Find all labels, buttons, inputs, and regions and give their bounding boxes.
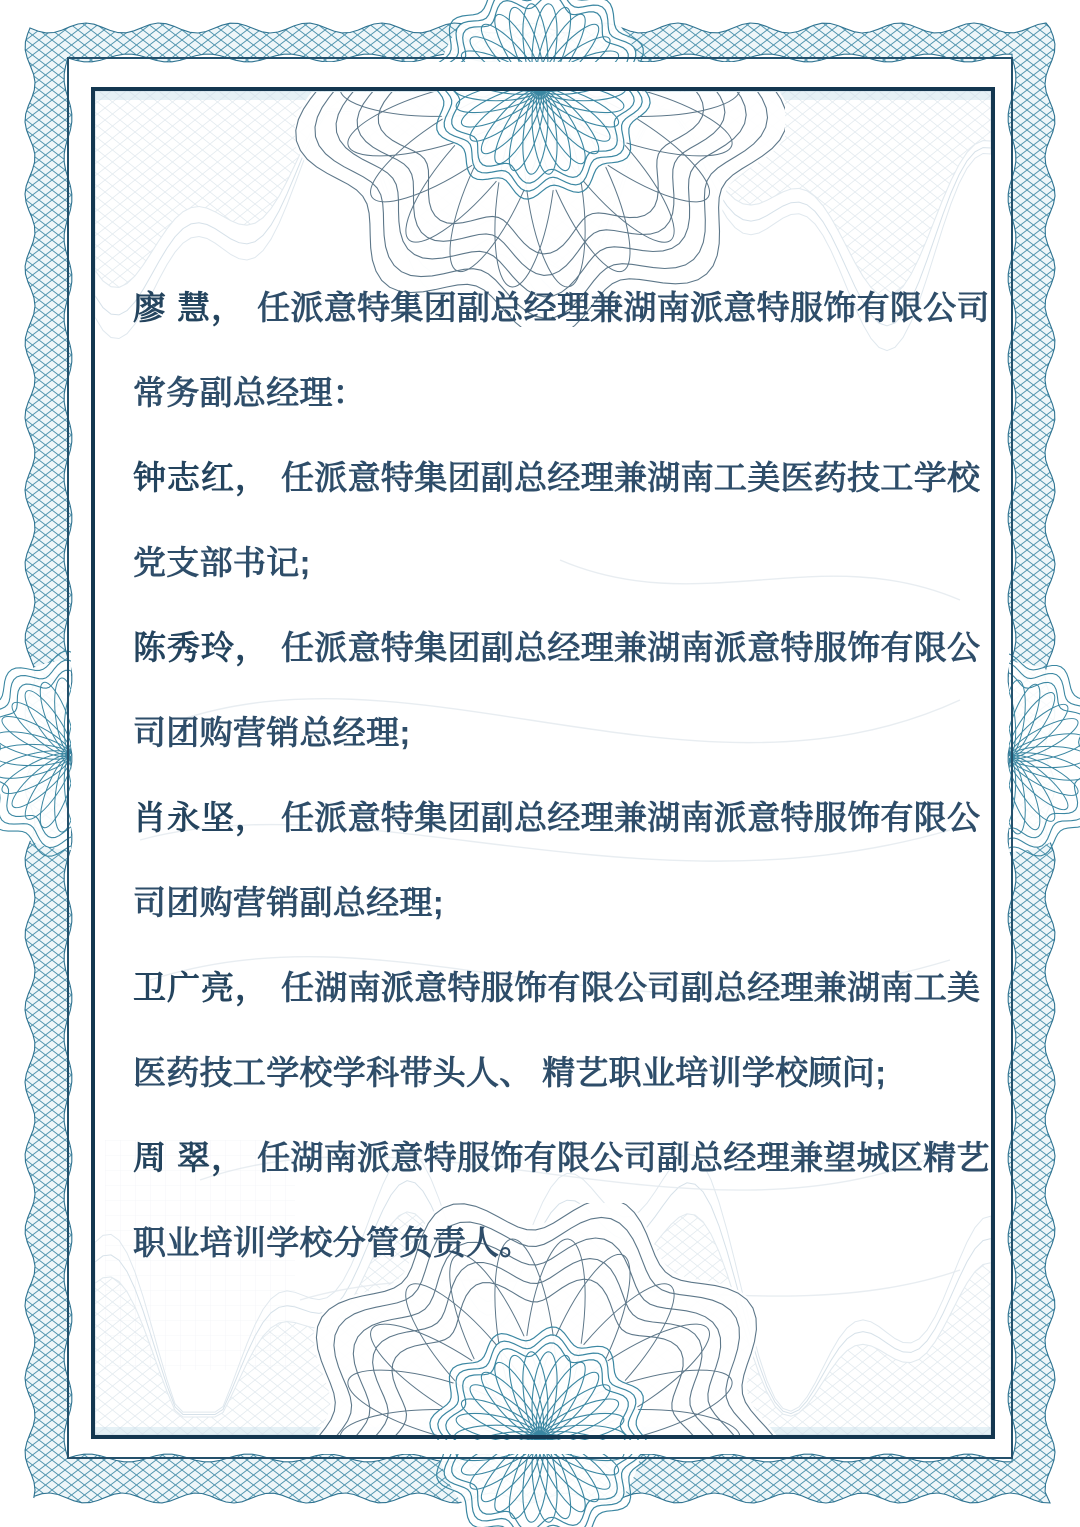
entry-2-line-1 xyxy=(133,435,981,520)
appointment-entry xyxy=(133,1115,990,1285)
entry-5-line-1 xyxy=(133,945,981,1030)
entry-6-title: 任湖南派意特服饰有限公司副总经理兼望城区精艺 xyxy=(257,1139,990,1176)
person-name-4: 肖永坚， xyxy=(133,799,269,836)
entry-3-title-cont: 司团购营销总经理; xyxy=(133,714,411,751)
appointment-entry xyxy=(133,265,990,435)
entry-3-line-1 xyxy=(133,605,981,690)
entry-4-line-1 xyxy=(133,775,981,860)
entry-6-line-1 xyxy=(133,1115,990,1200)
entry-3-title: 任派意特集团副总经理兼湖南派意特服饰有限公 xyxy=(281,629,981,666)
entry-2-title-cont: 党支部书记; xyxy=(133,544,311,581)
person-name-6: 周 翠， xyxy=(133,1139,246,1176)
entry-3-line-2 xyxy=(133,690,963,775)
entry-2-title: 任派意特集团副总经理兼湖南工美医药技工学校 xyxy=(281,459,981,496)
appointment-entry xyxy=(133,775,981,945)
entry-4-line-2 xyxy=(133,860,963,945)
entry-1-title-cont: 常务副总经理： xyxy=(133,374,367,411)
entry-4-title-cont: 司团购营销副总经理; xyxy=(133,884,444,921)
entry-1-line-2 xyxy=(133,350,963,435)
entry-5-title: 任湖南派意特服饰有限公司副总经理兼湖南工美 xyxy=(281,969,981,1006)
entry-5-title-cont: 医药技工学校学科带头人、 精艺职业培训学校顾问; xyxy=(133,1054,887,1091)
appointment-entry xyxy=(133,945,981,1115)
entry-1-title: 任派意特集团副总经理兼湖南派意特服饰有限公司 xyxy=(257,289,990,326)
appointment-text xyxy=(133,265,990,1285)
person-name-5: 卫广亮， xyxy=(133,969,269,1006)
person-name-2: 钟志红， xyxy=(133,459,269,496)
entry-6-line-2 xyxy=(133,1200,963,1285)
appointment-entry xyxy=(133,605,981,775)
person-name-3: 陈秀玲， xyxy=(133,629,269,666)
entry-2-line-2 xyxy=(133,520,963,605)
entry-6-title-cont: 职业培训学校分管负责人。 xyxy=(133,1224,533,1261)
appointment-entry xyxy=(133,435,981,605)
entry-1-line-1 xyxy=(133,265,990,350)
entry-4-title: 任派意特集团副总经理兼湖南派意特服饰有限公 xyxy=(281,799,981,836)
entry-5-line-2 xyxy=(133,1030,963,1115)
person-name-1: 廖 慧， xyxy=(133,289,246,326)
